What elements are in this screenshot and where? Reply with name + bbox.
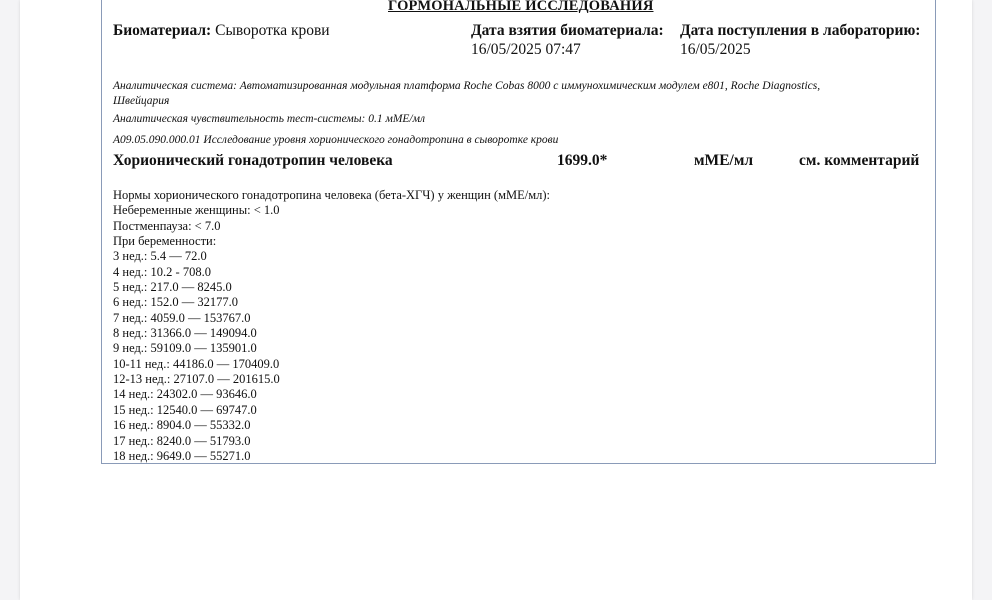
analytic-system-line1: Аналитическая система: Автоматизированная модульная платформа Roche Cobas 8000 с иммунохимическим модулем e801, Roche Diagnostics, [113,80,821,92]
norms-line: Небеременные женщины: < 1.0 [113,203,280,218]
result-value: 1699.0* [557,152,608,169]
result-unit: мМЕ/мл [694,152,754,169]
analytic-system-line2: Швейцария [113,95,170,107]
norms-line: 3 нед.: 5.4 — 72.0 [113,249,207,264]
norms-line: Нормы хорионического гонадотропина человека (бета-ХГЧ) у женщин (мМЕ/мл): [113,188,550,202]
sample-date-label: Дата взятия биоматериала: [471,22,664,39]
document-page [20,0,972,600]
norms-line: 10-11 нед.: 44186.0 — 170409.0 [113,356,280,371]
norms-line: 7 нед.: 4059.0 — 153767.0 [113,310,251,325]
norms-line: При беременности: [113,234,217,249]
reference-norms [113,188,550,464]
norms-line: 4 нед.: 10.2 - 708.0 [113,264,211,279]
norms-line: 17 нед.: 8240.0 — 51793.0 [113,433,251,448]
norms-line: 14 нед.: 24302.0 — 93646.0 [113,387,257,402]
norms-line: 15 нед.: 12540.0 — 69747.0 [113,402,257,417]
test-code-line: A09.05.090.000.01 Исследование уровня хорионического гонадотропина в сыворотке крови [113,134,559,146]
norms-line: 18 нед.: 9649.0 — 55271.0 [113,448,251,463]
lab-date-value: 16/05/2025 [680,41,751,58]
biomaterial-field [113,22,330,40]
norms-line: 8 нед.: 31366.0 — 149094.0 [113,326,257,341]
norms-line: 16 нед.: 8904.0 — 55332.0 [113,418,251,433]
norms-line: 6 нед.: 152.0 — 32177.0 [113,295,239,310]
norms-line: 12-13 нед.: 27107.0 — 201615.0 [113,372,280,387]
section-title: ГОРМОНАЛЬНЫЕ ИССЛЕДОВАНИЯ [388,0,654,14]
norms-line: 9 нед.: 59109.0 — 135901.0 [113,341,257,356]
sensitivity-text: Аналитическая чувствительность тест-системы: 0.1 мМЕ/мл [113,113,425,125]
result-comment: см. комментарий [799,152,920,169]
norms-line: 5 нед.: 217.0 — 8245.0 [113,280,232,295]
norms-line: Постменпауза: < 7.0 [113,218,221,233]
biomaterial-label: Биоматериал: [113,22,212,39]
lab-date-label: Дата поступления в лабораторию: [680,22,921,39]
biomaterial-value: Сыворотка крови [215,22,330,39]
sample-date-value: 16/05/2025 07:47 [471,41,581,58]
result-name: Хорионический гонадотропин человека [113,152,393,169]
